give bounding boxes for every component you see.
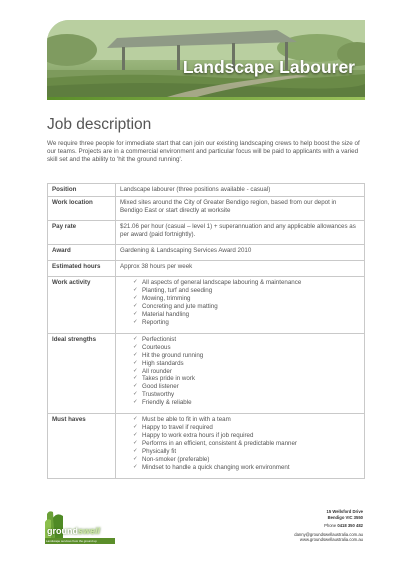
check-icon: ✓ xyxy=(133,335,138,342)
banner-title: Landscape Labourer xyxy=(182,57,355,77)
logo-text-ground: ground xyxy=(47,526,78,536)
logo-text-swell: swell xyxy=(78,526,101,536)
list-item: ✓ Physically fit xyxy=(133,448,177,456)
list-item: ✓ Happy to work extra hours if job required xyxy=(133,432,254,440)
intro-paragraph: We require three people for immediate start that can join our existing landscaping crews to help boost the size of our teams. Projects are in a commercial environment and particular focus will be paid to applicants with a varied skill set and the ability to 'hit the ground running'. xyxy=(47,140,360,164)
row-value xyxy=(116,333,365,414)
check-icon: ✓ xyxy=(133,343,138,350)
list-item: ✓ Perfectionist xyxy=(133,335,177,343)
job-details-table xyxy=(47,183,365,479)
list-item: ✓ Good listener xyxy=(133,383,179,391)
list-item: ✓ Happy to travel if required xyxy=(133,424,213,432)
check-icon: ✓ xyxy=(133,448,138,455)
row-value: Approx 38 hours per week xyxy=(116,261,365,277)
list-item: ✓ High standards xyxy=(133,359,184,367)
row-label: Must haves xyxy=(48,414,116,479)
banner-underline xyxy=(47,97,365,100)
check-icon: ✓ xyxy=(133,440,138,447)
row-label: Pay rate xyxy=(48,221,116,245)
list-item: ✓ Material handling xyxy=(133,310,190,318)
check-icon: ✓ xyxy=(133,367,138,374)
list-item: ✓ All rounder xyxy=(133,367,172,375)
row-label: Ideal strengths xyxy=(48,333,116,414)
email-link[interactable]: danny@groundswellaustralia.com.au xyxy=(294,531,363,537)
table-row-estimated-hours xyxy=(48,261,365,277)
list-item: ✓ Planting, turf and seeding xyxy=(133,286,213,294)
list-item: ✓ Takes pride in work xyxy=(133,375,195,383)
row-value: Landscape labourer (three positions available - casual) xyxy=(116,184,365,197)
list-item: ✓ Mindset to handle a quick changing work environment xyxy=(133,464,290,472)
website-link[interactable]: www.groundswellaustralia.com.au xyxy=(299,537,363,543)
check-icon: ✓ xyxy=(133,279,138,285)
row-label: Position xyxy=(48,184,116,197)
list-item: ✓ Friendly & reliable xyxy=(133,399,192,407)
check-icon: ✓ xyxy=(133,464,138,471)
list-item: ✓ Must be able to fit in with a team xyxy=(133,416,231,424)
row-value: $21.06 per hour (casual – level 1) + superannuation and any applicable allowances as per award (paid fortnightly). xyxy=(116,221,365,245)
table-row-must-haves xyxy=(48,414,365,479)
logo-tagline: Landscape services from the ground up xyxy=(46,539,97,543)
check-icon: ✓ xyxy=(133,310,138,317)
list-item: ✓ Mowing, trimming xyxy=(133,294,191,302)
page-title: Job description xyxy=(47,116,152,133)
list-item: ✓ All aspects of general landscape labouring & maintenance xyxy=(133,279,302,286)
table-row-pay-rate xyxy=(48,221,365,245)
check-icon: ✓ xyxy=(133,351,138,358)
contact-block xyxy=(294,509,363,543)
check-icon: ✓ xyxy=(133,302,138,309)
list-item: ✓ Courteous xyxy=(133,343,171,351)
table-row-position xyxy=(48,184,365,197)
row-value xyxy=(116,277,365,334)
check-icon: ✓ xyxy=(133,286,138,293)
table-row-work-location xyxy=(48,197,365,221)
phone-number: 0418 350 482 xyxy=(337,523,363,529)
header-banner xyxy=(47,20,365,97)
company-logo xyxy=(43,508,118,552)
check-icon: ✓ xyxy=(133,359,138,366)
check-icon: ✓ xyxy=(133,318,138,325)
check-icon: ✓ xyxy=(133,391,138,398)
check-icon: ✓ xyxy=(133,399,138,406)
row-label: Work location xyxy=(48,197,116,221)
table-row-work-activity xyxy=(48,277,365,334)
row-value: Gardening & Landscaping Services Award 2010 xyxy=(116,245,365,261)
check-icon: ✓ xyxy=(133,375,138,382)
row-label: Estimated hours xyxy=(48,261,116,277)
check-icon: ✓ xyxy=(133,383,138,390)
row-label: Work activity xyxy=(48,277,116,334)
list-item: ✓ Hit the ground running xyxy=(133,351,204,359)
list-item: ✓ Reporting xyxy=(133,318,169,326)
check-icon: ✓ xyxy=(133,416,138,423)
row-value: Mixed sites around the City of Greater Bendigo region, based from our depot in Bendigo East or start directly at worksite xyxy=(116,197,365,221)
address-line-2: Bendigo VIC 3550 xyxy=(327,514,363,520)
check-icon: ✓ xyxy=(133,424,138,431)
phone-line xyxy=(294,523,363,529)
list-item: ✓ Trustworthy xyxy=(133,391,175,399)
check-icon: ✓ xyxy=(133,456,138,463)
table-row-ideal-strengths xyxy=(48,333,365,414)
check-icon: ✓ xyxy=(133,432,138,439)
list-item: ✓ Non-smoker (preferable) xyxy=(133,456,210,464)
row-value xyxy=(116,414,365,479)
list-item: ✓ Concreting and jute matting xyxy=(133,302,218,310)
address-line-1: 15 Wellsford Drive xyxy=(326,509,363,514)
row-label: Award xyxy=(48,245,116,261)
check-icon: ✓ xyxy=(133,294,138,301)
table-row-award xyxy=(48,245,365,261)
list-item: ✓ Performs in an efficient, consistent & predictable manner xyxy=(133,440,297,448)
phone-label: Phone xyxy=(324,523,337,529)
